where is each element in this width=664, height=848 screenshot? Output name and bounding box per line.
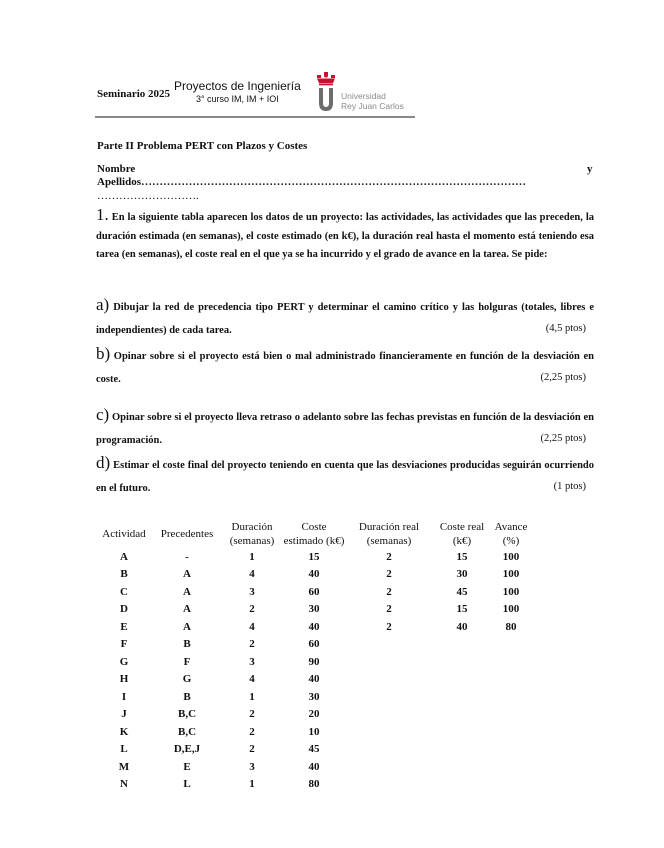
header-rule — [95, 116, 415, 118]
table-row — [95, 776, 531, 794]
table-cell — [433, 688, 491, 706]
table-cell: B — [183, 690, 191, 703]
table-cell: 4 — [249, 568, 255, 581]
table-cell: 2 — [386, 585, 392, 598]
question-text: Opinar sobre si el proyecto lleva retraso o adelanto sobre las fechas previstas en función de la desviación en programación. — [96, 412, 594, 446]
table-cell: - — [185, 550, 189, 563]
intro-paragraph — [96, 206, 594, 265]
table-cell: 3 — [249, 585, 255, 598]
question-letter: a) — [96, 295, 110, 314]
table-cell: 40 — [308, 620, 320, 633]
table-cell: H — [119, 673, 129, 686]
table-cell — [491, 636, 531, 654]
table-cell: I — [121, 690, 127, 703]
table-cell: 60 — [308, 638, 320, 651]
table-row — [95, 688, 531, 706]
table-cell: 2 — [249, 708, 255, 721]
table-cell: 10 — [308, 725, 320, 738]
table-row — [95, 566, 531, 584]
table-cell: 3 — [249, 655, 255, 668]
table-cell: 15 — [456, 550, 468, 563]
table-cell: 2 — [386, 620, 392, 633]
table-cell: 2 — [386, 568, 392, 581]
table-cell: 40 — [308, 760, 320, 773]
table-cell: A — [183, 568, 191, 581]
table-row — [95, 636, 531, 654]
table-cell: F — [120, 638, 128, 651]
table-row — [95, 706, 531, 724]
table-cell: 100 — [502, 568, 520, 581]
table-cell: E — [120, 620, 128, 633]
table-cell: 1 — [249, 550, 255, 563]
table-cell: A — [183, 585, 191, 598]
table-cell: 2 — [249, 743, 255, 756]
table-cell: D — [120, 603, 128, 616]
table-cell: 40 — [456, 620, 468, 633]
table-cell — [433, 706, 491, 724]
table-cell: B,C — [177, 725, 197, 738]
table-cell — [345, 688, 433, 706]
table-cell: 15 — [456, 603, 468, 616]
table-cell: M — [118, 760, 130, 773]
table-cell — [345, 758, 433, 776]
table-cell — [491, 706, 531, 724]
table-row — [95, 548, 531, 566]
table-cell — [345, 706, 433, 724]
table-cell: G — [182, 673, 192, 686]
course-subtitle: 3° curso IM, IM + IOI — [195, 94, 279, 104]
table-cell: L — [120, 743, 128, 756]
table-cell: 100 — [502, 550, 520, 563]
question-letter: d) — [96, 453, 111, 472]
table-cell: 2 — [249, 603, 255, 616]
intro-text: En la siguiente tabla aparecen los datos de un proyecto: las actividades, las actividades que las preceden, la duración estimada (en semanas), el coste estimado (en k€), la duración real hasta el momento está teniendo esa tarea (en semanas), el coste real en el que ya se ha incurrido y el grado de avance en la tarea. Se pide: — [96, 212, 595, 260]
table-cell: 40 — [308, 673, 320, 686]
question-text: Dibujar la red de precedencia tipo PERT y determinar el camino crítico y las holguras (totales, libres e independientes) de cada tarea. — [96, 302, 595, 336]
table-row — [95, 601, 531, 619]
table-cell — [433, 636, 491, 654]
table-cell: 80 — [308, 778, 320, 791]
table-cell — [491, 723, 531, 741]
table-cell — [345, 723, 433, 741]
table-row — [95, 671, 531, 689]
table-cell: E — [183, 760, 191, 773]
intro-number: 1. — [96, 205, 109, 224]
course-title: Proyectos de Ingeniería — [174, 79, 301, 93]
table-cell — [433, 758, 491, 776]
header-actividad: Actividad — [102, 528, 146, 540]
table-cell — [433, 671, 491, 689]
question-c — [96, 403, 594, 452]
question-points: (2,25 ptos) — [540, 372, 586, 383]
table-row — [95, 758, 531, 776]
question-letter: c) — [96, 405, 110, 424]
table-cell: A — [183, 603, 191, 616]
table-cell: 45 — [308, 743, 320, 756]
table-cell: 30 — [456, 568, 468, 581]
table-cell: 45 — [456, 585, 468, 598]
table-cell — [433, 741, 491, 759]
header-avance: Avance (%) — [494, 521, 528, 547]
table-cell: A — [183, 620, 191, 633]
table-cell: B,C — [177, 708, 197, 721]
table-cell: N — [120, 778, 128, 791]
table-cell: 2 — [249, 638, 255, 651]
table-cell — [491, 758, 531, 776]
part-title: Parte II Problema PERT con Plazos y Costes — [97, 140, 308, 152]
table-row — [95, 618, 531, 636]
table-cell: 2 — [386, 550, 392, 563]
table-row — [95, 723, 531, 741]
table-cell — [345, 636, 433, 654]
question-points: (2,25 ptos) — [540, 433, 586, 444]
table-cell: 20 — [308, 708, 320, 721]
table-cell: J — [121, 708, 127, 721]
table-cell — [433, 653, 491, 671]
table-cell — [345, 671, 433, 689]
table-cell: 1 — [249, 690, 255, 703]
table-cell — [345, 776, 433, 794]
table-cell: 40 — [308, 568, 320, 581]
question-text: Opinar sobre si el proyecto está bien o mal administrado financieramente en función de la desviación en coste. — [96, 351, 594, 385]
nombre-y: y — [587, 163, 593, 175]
table-cell — [491, 653, 531, 671]
table-header-row — [95, 520, 531, 548]
table-cell: G — [119, 655, 129, 668]
table-cell: 30 — [308, 690, 320, 703]
question-d — [96, 451, 594, 500]
question-a — [96, 293, 594, 342]
university-logo-icon — [313, 72, 339, 112]
nombre-label: Nombre — [97, 163, 136, 175]
table-cell: 15 — [308, 550, 320, 563]
question-text: Estimar el coste final del proyecto teniendo en cuenta que las desviaciones producidas seguirán ocurriendo en el futuro. — [96, 460, 594, 494]
table-cell: B — [120, 568, 128, 581]
header-coste-estimado: Coste estimado (k€) — [283, 521, 345, 547]
table-cell: 4 — [249, 620, 255, 633]
table-cell: 2 — [249, 725, 255, 738]
apellidos-dots: ………………………. — [97, 190, 199, 202]
table-cell: 100 — [502, 603, 520, 616]
table-cell: L — [183, 778, 191, 791]
activities-table — [95, 520, 531, 793]
header-duracion-real: Duración real (semanas) — [358, 521, 420, 547]
table-cell: K — [119, 725, 129, 738]
table-cell: C — [120, 585, 128, 598]
table-row — [95, 583, 531, 601]
table-cell: 3 — [249, 760, 255, 773]
table-cell — [491, 776, 531, 794]
table-cell — [433, 776, 491, 794]
header-coste-real: Coste real (k€) — [439, 521, 485, 547]
seminar-label: Seminario 2025 — [97, 88, 171, 100]
table-cell — [491, 671, 531, 689]
question-points: (4,5 ptos) — [545, 323, 586, 334]
course-header — [174, 79, 301, 104]
question-letter: b) — [96, 344, 111, 363]
question-b — [96, 342, 594, 391]
question-points: (1 ptos) — [553, 481, 586, 492]
table-cell — [345, 741, 433, 759]
table-row — [95, 653, 531, 671]
table-cell: 4 — [249, 673, 255, 686]
table-cell: 1 — [249, 778, 255, 791]
apellidos-field: Apellidos…………………………………………………………………………………………… — [97, 176, 527, 188]
table-cell: D,E,J — [173, 743, 201, 756]
header-duracion: Duración (semanas) — [229, 521, 275, 547]
table-cell: 2 — [386, 603, 392, 616]
table-cell: 90 — [308, 655, 320, 668]
header-precedentes: Precedentes — [160, 528, 214, 540]
table-cell — [433, 723, 491, 741]
table-cell: 30 — [308, 603, 320, 616]
table-cell: A — [120, 550, 128, 563]
table-cell — [491, 741, 531, 759]
table-cell: 60 — [308, 585, 320, 598]
table-row — [95, 741, 531, 759]
table-cell — [491, 688, 531, 706]
table-cell: 80 — [505, 620, 517, 633]
table-cell: 100 — [502, 585, 520, 598]
table-cell — [345, 653, 433, 671]
table-cell: F — [183, 655, 191, 668]
university-name: Universidad Rey Juan Carlos — [341, 91, 404, 111]
table-cell: B — [183, 638, 191, 651]
